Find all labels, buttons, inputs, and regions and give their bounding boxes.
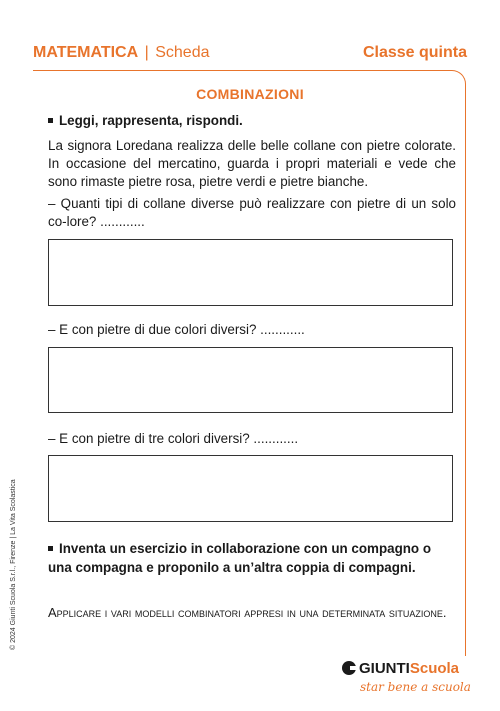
question-1: – Quanti tipi di collane diverse può realizzare con pietre di un solo co-lore? ............ [48,196,456,229]
logo-brand-accent: Scuola [409,660,460,677]
giunti-scuola-logo [342,660,471,700]
answer-box-3[interactable] [48,455,453,522]
logo-wordmark [342,660,459,677]
task1-instruction [48,113,243,128]
task2-instruction [48,539,456,577]
task1-instruction-text: Leggi, rappresenta, rispondi. [59,113,243,128]
subject-label: MATEMATICA [33,44,139,61]
section-label: Scheda [155,44,210,61]
header-left [33,44,210,62]
page-header [33,44,467,66]
logo-tagline: star bene a scuola [360,680,471,694]
logo-brand: GIUNTI [359,660,410,677]
learning-goal: Applicare i vari modelli combinatori appresi in una determinata situazione. [48,605,447,620]
task1-text: La signora Loredana realizza delle belle collane con pietre colorate. In occasione del mercatino, guarda i propri materiali e vede che sono rimaste pietre rosa, pietre verdi e pietre bianche. [48,138,456,189]
answer-box-2[interactable] [48,347,453,413]
copyright-note: © 2024 Giunti Scuola S.r.l., Firenze | La Vita Scolastica [10,479,17,650]
bullet-icon [48,118,53,123]
question-3: – E con pietre di tre colori diversi? ............ [48,431,299,446]
question-2: – E con pietre di due colori diversi? ............ [48,322,305,337]
page-title: COMBINAZIONI [196,86,304,102]
task2-instruction-text: Inventa un esercizio in collaborazione con un compagno o una compagna e proponilo a un’altra coppia di compagni. [48,541,432,575]
header-separator: | [144,44,149,61]
answer-box-1[interactable] [48,239,453,306]
grade-label: Classe quinta [362,44,467,61]
giunti-g-icon [342,661,356,675]
bullet-icon [48,546,53,551]
